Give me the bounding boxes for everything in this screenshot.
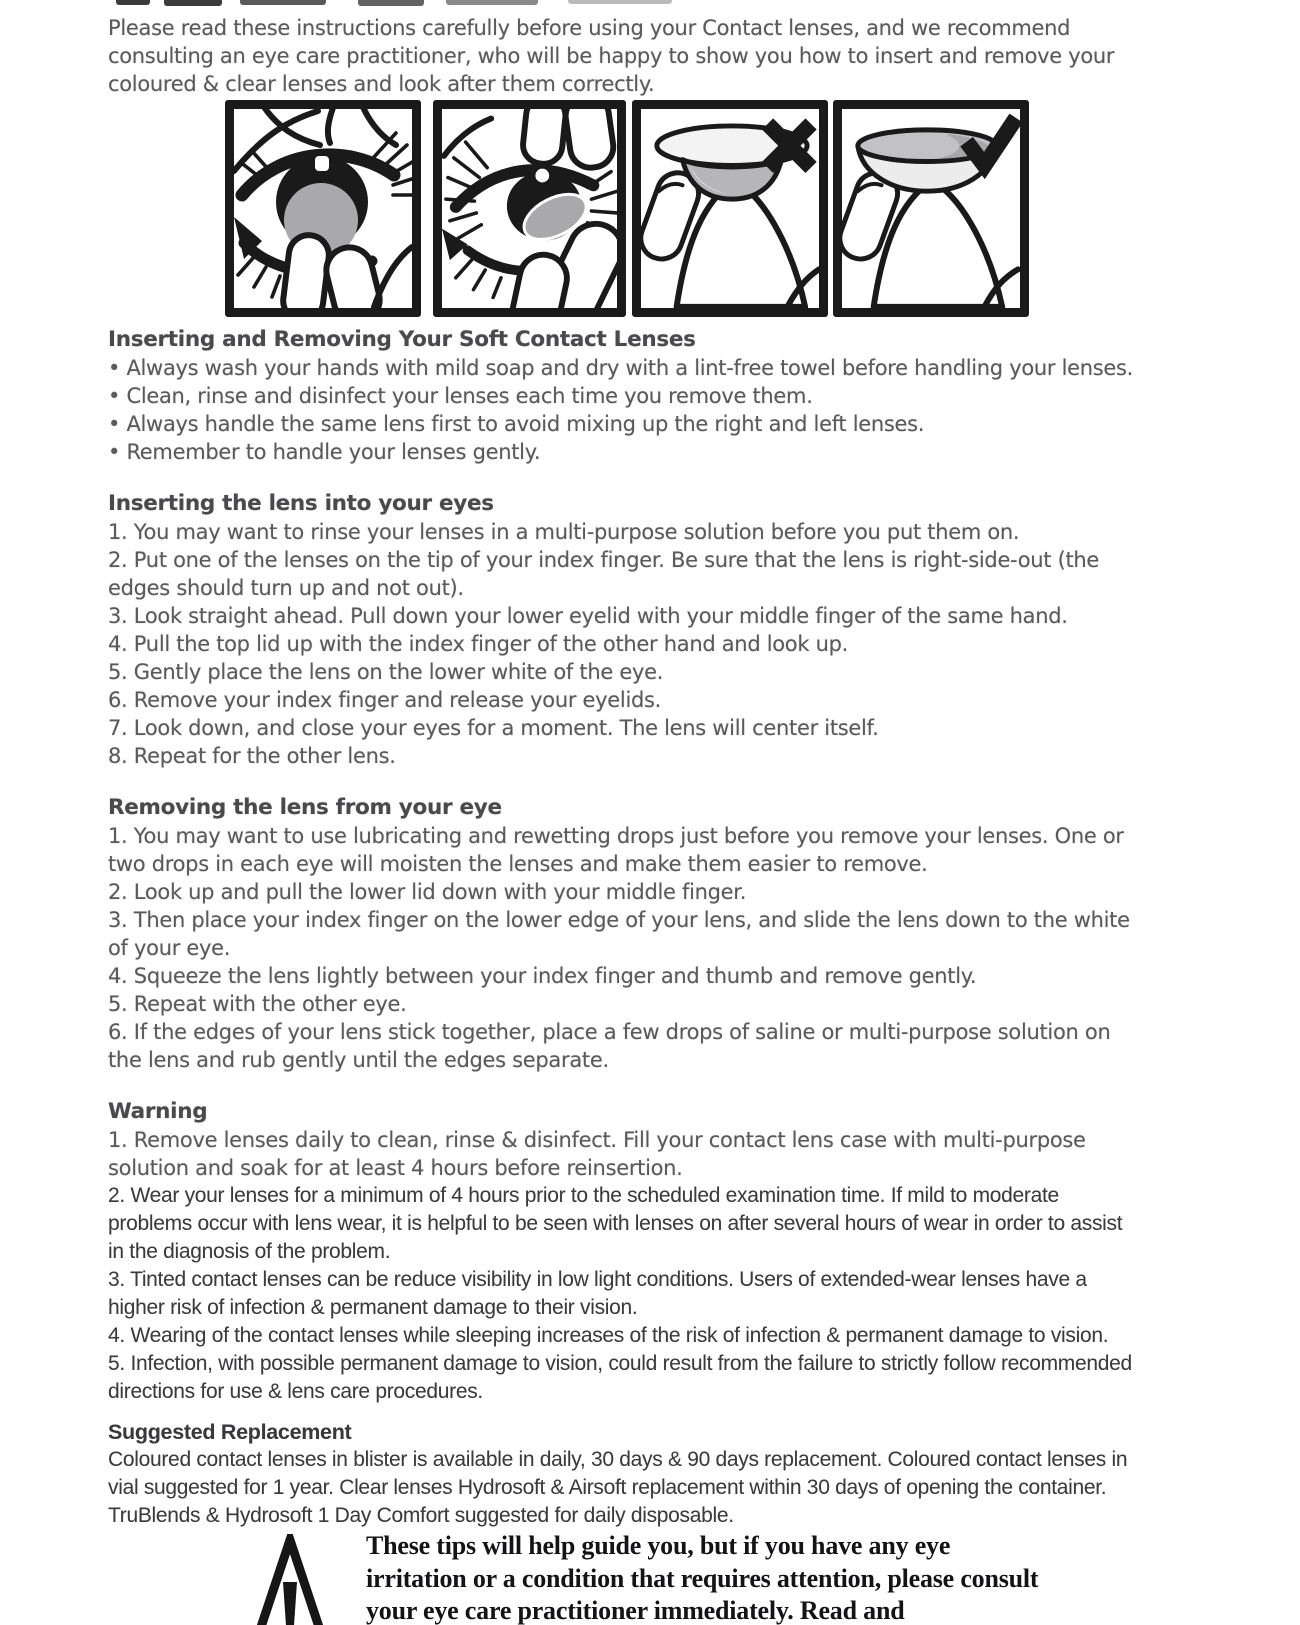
text-remnant bbox=[446, 0, 538, 5]
warning-triangle-icon bbox=[238, 1534, 342, 1625]
fingertips-top bbox=[521, 109, 616, 170]
list-item: 3. Tinted contact lenses can be reduce visibility in low light conditions. Users of extended-wear lenses have a higher risk of infection & permanent damage to their vision. bbox=[108, 1268, 1087, 1319]
section-heading: Suggested Replacement bbox=[108, 1420, 352, 1444]
text-remnant bbox=[358, 0, 424, 6]
list-item: • Always handle the same lens first to avoid mixing up the right and left lenses. bbox=[108, 412, 925, 436]
text-remnant bbox=[164, 0, 222, 6]
list-item: 4. Squeeze the lens lightly between your index finger and thumb and remove gently. bbox=[108, 964, 977, 988]
list-item: 4. Pull the top lid up with the index finger of the other hand and look up. bbox=[108, 632, 849, 656]
section-heading: Removing the lens from your eye bbox=[108, 795, 502, 820]
list-item: 6. If the edges of your lens stick together, place a few drops of saline or multi-purpose solution on the lens and rub gently until the edges separate. bbox=[108, 1020, 1111, 1072]
figure-lens-wrong-orientation bbox=[632, 100, 828, 317]
lens-correct-illustration bbox=[842, 109, 1020, 308]
figure-lens-correct-orientation bbox=[833, 100, 1029, 317]
figure-inserting-lens-eye-2 bbox=[433, 100, 626, 317]
section-heading: Warning bbox=[108, 1099, 208, 1124]
list-item: 7. Look down, and close your eyes for a moment. The lens will center itself. bbox=[108, 716, 879, 740]
list-item: 5. Infection, with possible permanent damage to vision, could result from the failure to strictly follow recommended directions for use & lens care procedures. bbox=[108, 1352, 1132, 1403]
section-replacement bbox=[108, 1418, 1140, 1530]
list-item: • Clean, rinse and disinfect your lenses each time you remove them. bbox=[108, 384, 813, 408]
footer-warning-note bbox=[238, 1530, 1300, 1625]
list-item: 1. You may want to rinse your lenses in a multi-purpose solution before you put them on. bbox=[108, 520, 1020, 544]
figure-inserting-lens-eye-1 bbox=[225, 100, 421, 317]
list-item: 3. Then place your index finger on the lower edge of your lens, and slide the lens down to the white of your eye. bbox=[108, 908, 1130, 960]
eye-insertion-illustration-1 bbox=[234, 109, 412, 308]
list-item: 2. Put one of the lenses on the tip of your index finger. Be sure that the lens is right-side-out (the edges should turn up and not out). bbox=[108, 548, 1100, 600]
list-item: 2. Look up and pull the lower lid down with your middle finger. bbox=[108, 880, 747, 904]
list-item: 2. Wear your lenses for a minimum of 4 hours prior to the scheduled examination time. If mild to moderate problems occur with lens wear, it is helpful to be seen with lenses on after several hours of wear in order to assist in the diagnosis of the problem. bbox=[108, 1184, 1123, 1263]
list-item: 3. Look straight ahead. Pull down your lower eyelid with your middle finger of the same hand. bbox=[108, 604, 1068, 628]
section-handling bbox=[108, 326, 1140, 466]
list-item: 5. Gently place the lens on the lower white of the eye. bbox=[108, 660, 664, 684]
checkmark-icon bbox=[967, 118, 1016, 165]
list-item: 4. Wearing of the contact lenses while sleeping increases of the risk of infection & permanent damage to vision. bbox=[108, 1324, 1109, 1347]
section-warning bbox=[108, 1098, 1140, 1406]
list-item: 6. Remove your index finger and release your eyelids. bbox=[108, 688, 662, 712]
cropped-previous-line bbox=[116, 0, 676, 7]
section-inserting bbox=[108, 490, 1140, 770]
list-item: 1. Remove lenses daily to clean, rinse & disinfect. Fill your contact lens case with multi-purpose solution and soak for at least 4 hours before reinsertion. bbox=[108, 1128, 1086, 1180]
replacement-paragraph: Coloured contact lenses in blister is available in daily, 30 days & 90 days replacement. Coloured contact lenses in vial suggested for 1 year. Clear lenses Hydrosoft & Airsoft replacement within 30 days of opening the container. TruBlends & Hydrosoft 1 Day Comfort suggested for daily disposable. bbox=[108, 1448, 1128, 1527]
figure-panels-row bbox=[0, 100, 1300, 318]
section-heading: Inserting the lens into your eyes bbox=[108, 491, 494, 516]
section-removing bbox=[108, 794, 1140, 1074]
text-remnant bbox=[568, 0, 672, 4]
list-item: • Always wash your hands with mild soap and dry with a lint-free towel before handling your lenses. bbox=[108, 356, 1134, 380]
lens-inside-out-illustration bbox=[641, 109, 819, 308]
section-heading: Inserting and Removing Your Soft Contact Lenses bbox=[108, 327, 696, 352]
eye-insertion-illustration-2 bbox=[442, 109, 617, 308]
text-remnant bbox=[240, 0, 326, 5]
footer-warning-text: These tips will help guide you, but if you have any eye irritation or a condition that requires attention, please consult your eye care practitioner immediately. Read and bbox=[366, 1531, 1039, 1625]
intro-paragraph: Please read these instructions carefully before using your Contact lenses, and we recommend consulting an eye care practitioner, who will be happy to show you how to insert and remove your coloured & clear lenses and look after them correctly. bbox=[108, 16, 1115, 96]
list-item: 5. Repeat with the other eye. bbox=[108, 992, 407, 1016]
list-item: • Remember to handle your lenses gently. bbox=[108, 440, 541, 464]
text-remnant bbox=[116, 0, 150, 5]
list-item: 8. Repeat for the other lens. bbox=[108, 744, 396, 768]
list-item: 1. You may want to use lubricating and rewetting drops just before you remove your lenses. One or two drops in each eye will moisten the lenses and make them easier to remove. bbox=[108, 824, 1124, 876]
